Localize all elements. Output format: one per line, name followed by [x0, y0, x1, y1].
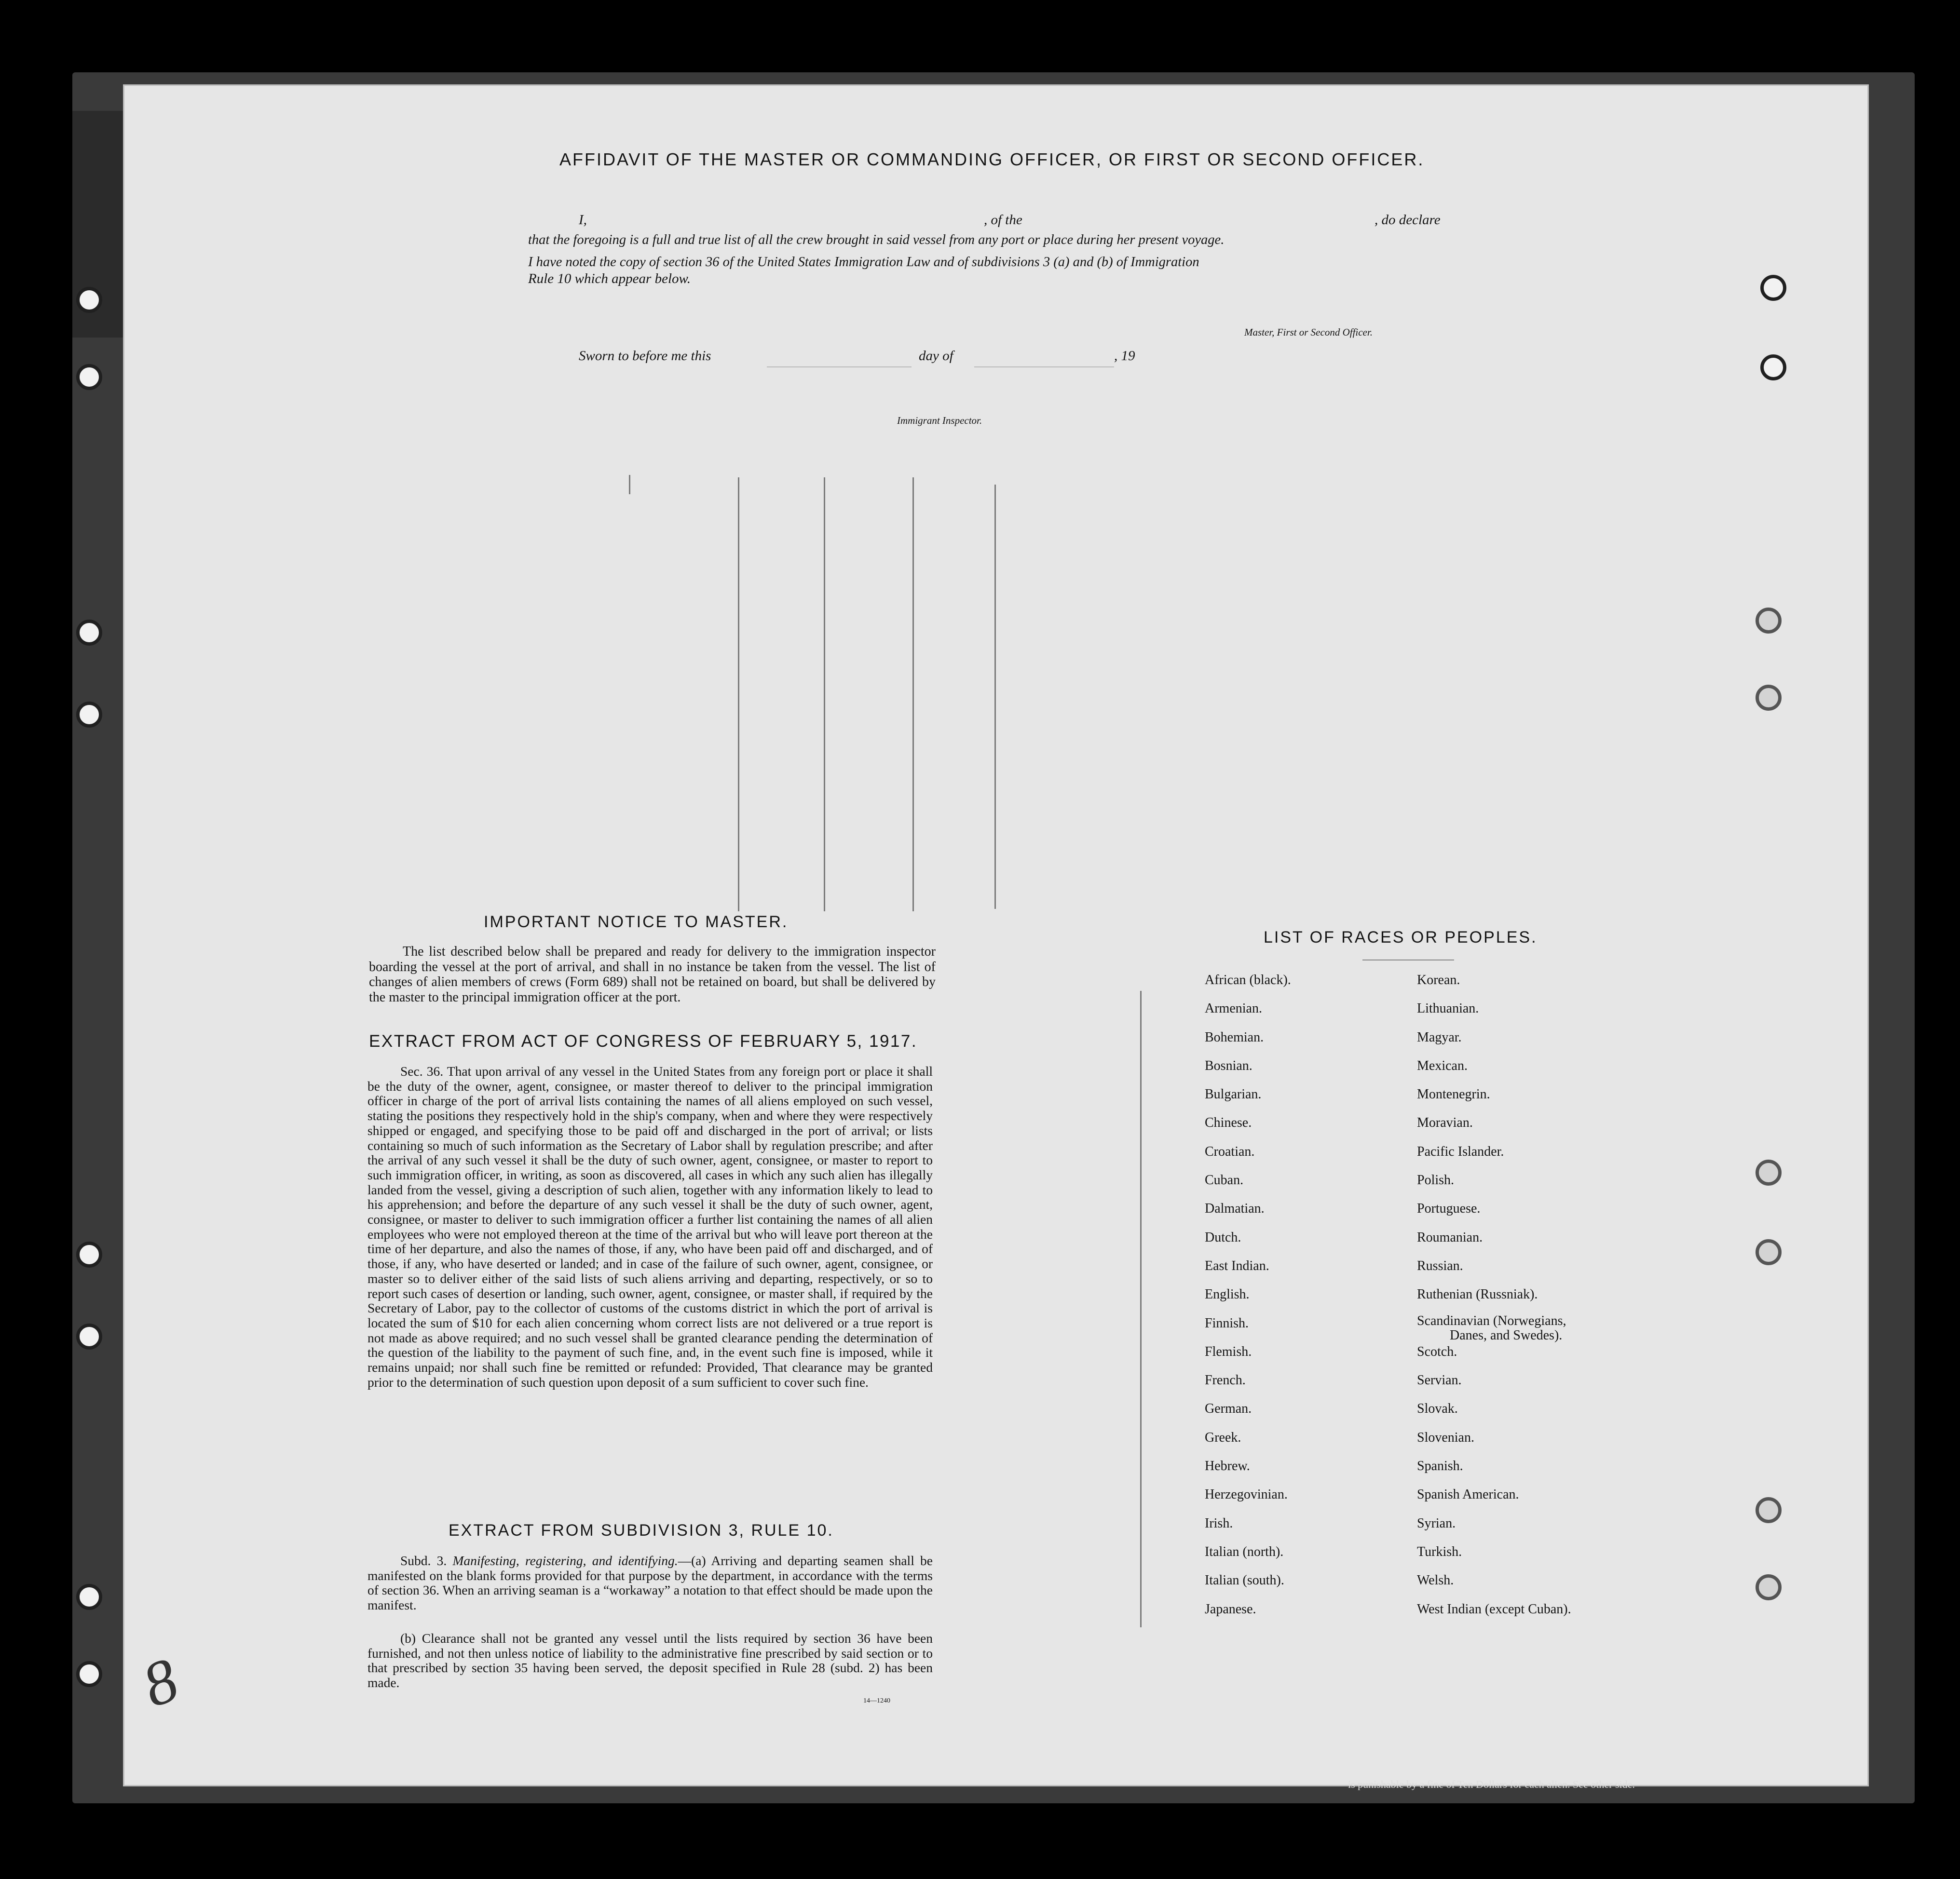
races-heading: LIST OF RACES OR PEOPLES. [1264, 928, 1538, 946]
punch-hole-icon [76, 364, 102, 390]
race-item: Croatian. [1205, 1144, 1255, 1159]
races-left-column [1205, 966, 1291, 1623]
race-item: French. [1205, 1373, 1246, 1388]
race-item: Turkish. [1417, 1544, 1462, 1559]
race-item: Flemish. [1205, 1344, 1252, 1359]
sworn-month-blank [974, 366, 1114, 367]
races-right-column [1417, 966, 1571, 1623]
race-item: Portuguese. [1417, 1201, 1481, 1217]
race-item: Bohemian. [1205, 1029, 1264, 1045]
race-item: Dutch. [1205, 1230, 1241, 1245]
race-item: Slovak. [1417, 1401, 1458, 1417]
rule-subdivision-label: Subd. 3. [400, 1553, 447, 1568]
punch-hole-icon [76, 1584, 102, 1610]
race-item: Welsh. [1417, 1573, 1454, 1588]
punch-hole-icon [76, 702, 102, 728]
race-item: Roumanian. [1417, 1230, 1483, 1245]
punch-hole-icon [1756, 1497, 1782, 1523]
column-rule [994, 485, 996, 909]
race-item: Servian. [1417, 1373, 1462, 1388]
race-item: Cuban. [1205, 1173, 1244, 1188]
declaration-i: I, [579, 212, 587, 228]
race-item: Slovenian. [1417, 1430, 1474, 1445]
rule-para-a-text: —(a) Arriving and departing seamen shall be manifested on the blank forms provided for that purpose by the department, in accordance with the terms of section 36. When an arriving seaman is a “workaway” a notation to that effect should be made upon the manifest. [368, 1553, 933, 1613]
notice-text: The list described below shall be prepared and ready for delivery to the immigration inspector boarding the vessel at the port of arrival, and shall in no instance be taken from the vessel. The list of changes of alien members of crews (Form 689) shall not be retained on board, but shall be delivered by the master to the principal immigration officer at the port. [369, 944, 936, 1005]
act-heading: EXTRACT FROM ACT OF CONGRESS OF FEBRUARY 5, 1917. [369, 1032, 918, 1051]
punch-hole-icon [1760, 275, 1786, 301]
notice-heading: IMPORTANT NOTICE TO MASTER. [484, 913, 789, 931]
races-column-rule [1140, 991, 1142, 1627]
race-item: Finnish. [1205, 1315, 1249, 1331]
officer-signature-label: Master, First or Second Officer. [1244, 326, 1373, 338]
race-item: Spanish American. [1417, 1487, 1519, 1502]
inspector-signature-label: Immigrant Inspector. [897, 415, 982, 426]
footer-note: is punishable by a fine of Ten Dollars for each alien. See other side. [1348, 1778, 1635, 1790]
rule-paragraph-b: (b) Clearance shall not be granted any vessel until the lists required by section 36 have been furnished, and not then unless notice of liability to the administrative fine prescribed by said section or to that prescribed by section 35 having been served, the deposit specified in Rule 28 (subd. 2) has been made. [368, 1631, 933, 1690]
column-rule [738, 477, 739, 911]
sworn-text: Sworn to before me this [579, 348, 711, 364]
column-rule [824, 477, 825, 911]
race-item [1417, 1309, 1571, 1343]
punch-hole-icon [76, 1661, 102, 1687]
declaration-of-the: , of the [984, 212, 1022, 228]
punch-hole-icon [1756, 685, 1782, 711]
race-item: West Indian (except Cuban). [1417, 1601, 1571, 1617]
race-item: Magyar. [1417, 1029, 1462, 1045]
race-item: East Indian. [1205, 1258, 1269, 1273]
race-item: Polish. [1417, 1173, 1455, 1188]
punch-hole-icon [1756, 1160, 1782, 1186]
punch-hole-icon [76, 620, 102, 646]
punch-hole-icon [76, 1324, 102, 1350]
race-item: Scotch. [1417, 1344, 1457, 1359]
race-item: Armenian. [1205, 1001, 1262, 1016]
race-item: Spanish. [1417, 1459, 1463, 1474]
punch-hole-icon [1756, 1239, 1782, 1265]
race-item: Italian (north). [1205, 1544, 1284, 1559]
year-prefix: , 19 [1114, 348, 1135, 364]
punch-hole-icon [1760, 354, 1786, 380]
declaration-line-4: Rule 10 which appear below. [528, 271, 691, 286]
race-item: Lithuanian. [1417, 1001, 1479, 1016]
race-item: Bulgarian. [1205, 1087, 1262, 1102]
race-item: Herzegovinian. [1205, 1487, 1288, 1502]
rule-paragraph-a [368, 1554, 933, 1613]
punch-hole-icon [76, 1242, 102, 1268]
act-text: Sec. 36. That upon arrival of any vessel in the United States from any foreign port or place it shall be the duty of the owner, agent, consignee, or master thereof to deliver to the principal immigration officer in charge of the port of arrival lists containing the names of all aliens employed on such vessel, stating the positions they respectively hold in the ship's company, when and where they were respectively shipped or engaged, and specifying those to be paid off and discharged in the port of arrival; or lists containing so much of such information as the Secretary of Labor shall by regulation prescribe; and after the arrival of any such vessel it shall be the duty of such owner, agent, consignee, or master to report to such immigration officer, in writing, as soon as discovered, all cases in which any such alien has illegally landed from the vessel, giving a description of such alien, together with any information likely to lead to his apprehension; and before the departure of any such vessel it shall be the duty of such owner, agent, consignee, or master to deliver to such immigration officer a further list containing the names of all alien employees who were not employed thereon at the time of the arrival but who will leave port thereon at the time of her departure, and also the names of those, if any, who have been paid off and discharged, and of those, if any, who have deserted or landed; and in case of the failure of such owner, agent, consignee, or master so to deliver either of the said lists of such aliens arriving and departing, respectively, or so to report such cases of desertion or landing, such owner, agent, consignee, or master shall, if required by the Secretary of Labor, pay to the collector of customs of the customs district in which the port of arrival is located the sum of $10 for each alien concerning whom correct lists are not delivered or a true report is not made as above required; and no such vessel shall be granted clearance pending the determination of the question of the liability to the payment of such fine, and, in the event such fine is imposed, while it remains unpaid; nor shall such fine be remitted or refunded: Provided, That clearance may be granted prior to the determination of such question upon deposit of a sum sufficient to cover such fine. [368, 1064, 933, 1390]
race-item: Korean. [1417, 973, 1460, 987]
race-item: Hebrew. [1205, 1459, 1250, 1474]
race-item: Japanese. [1205, 1601, 1256, 1617]
race-item-scandinavian: Scandinavian (Norwegians, [1417, 1313, 1566, 1328]
race-item: Pacific Islander. [1417, 1144, 1504, 1159]
race-item: Mexican. [1417, 1058, 1468, 1073]
declaration-line-2: that the foregoing is a full and true list of all the crew brought in said vessel from any port or place during her present voyage. [528, 232, 1225, 247]
race-item: African (black). [1205, 973, 1291, 987]
column-rule [912, 477, 914, 911]
punch-hole-icon [1756, 608, 1782, 634]
affidavit-title: AFFIDAVIT OF THE MASTER OR COMMANDING OFFICER, OR FIRST OR SECOND OFFICER. [559, 149, 1425, 169]
race-item: Dalmatian. [1205, 1201, 1265, 1217]
day-of-text: day of [919, 348, 953, 364]
race-item-scandinavian-cont: Danes, and Swedes). [1450, 1327, 1563, 1343]
form-number: 14—1240 [863, 1697, 890, 1704]
manifest-page [123, 84, 1869, 1786]
rule-heading: EXTRACT FROM SUBDIVISION 3, RULE 10. [449, 1521, 834, 1540]
race-item: Greek. [1205, 1430, 1241, 1445]
race-item: Chinese. [1205, 1115, 1252, 1131]
rule-subject: Manifesting, registering, and identifying. [452, 1553, 678, 1568]
race-item: Syrian. [1417, 1515, 1456, 1531]
race-item: Moravian. [1417, 1115, 1473, 1131]
column-rule [629, 475, 630, 494]
race-item: German. [1205, 1401, 1252, 1417]
race-item: Bosnian. [1205, 1058, 1252, 1073]
race-item: Italian (south). [1205, 1573, 1284, 1588]
race-item: Montenegrin. [1417, 1087, 1490, 1102]
sworn-day-blank [767, 366, 912, 367]
race-item: Russian. [1417, 1258, 1463, 1273]
declaration-do-declare: , do declare [1375, 212, 1441, 228]
punch-hole-icon [1756, 1574, 1782, 1600]
race-item: English. [1205, 1287, 1250, 1302]
race-item: Irish. [1205, 1515, 1233, 1531]
declaration-line-3: I have noted the copy of section 36 of the United States Immigration Law and of subdivisions 3 (a) and (b) of Immigration [528, 255, 1199, 270]
race-item: Ruthenian (Russniak). [1417, 1287, 1538, 1302]
handwritten-mark: 8 [134, 1645, 187, 1721]
punch-hole-icon [76, 287, 102, 313]
